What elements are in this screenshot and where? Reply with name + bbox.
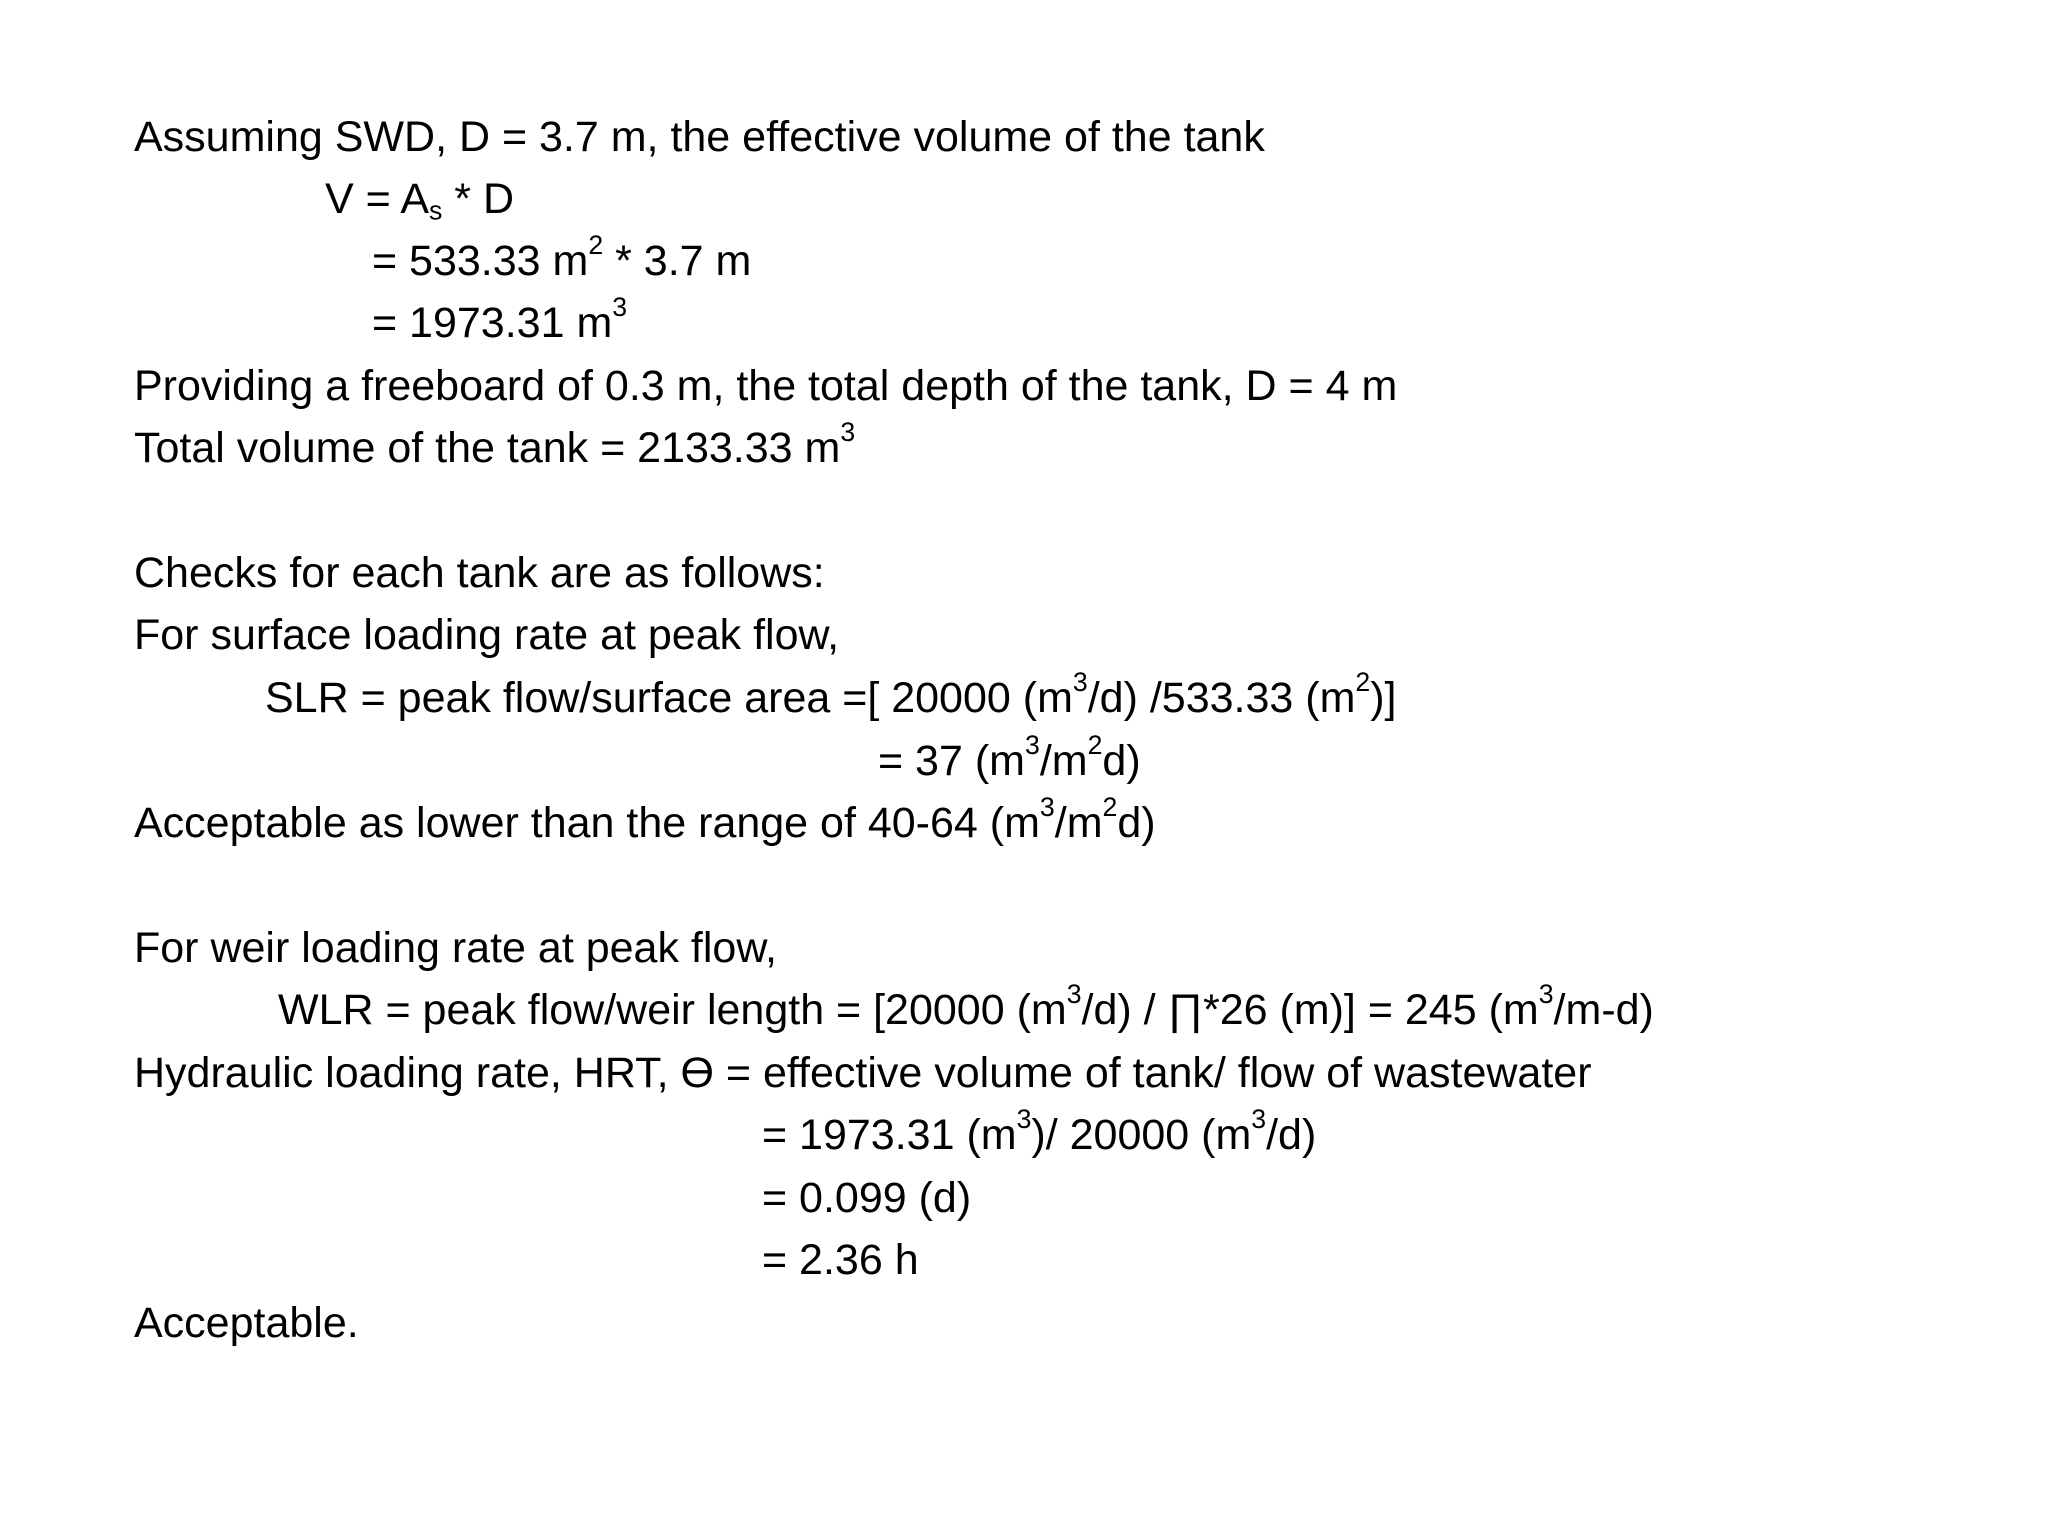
superscript-2: 2 bbox=[1355, 667, 1371, 698]
superscript-3: 3 bbox=[1039, 792, 1055, 823]
assumption-line bbox=[134, 113, 1265, 161]
volume-formula-part-a: V = A bbox=[325, 175, 429, 223]
hrt-definition-text: Hydraulic loading rate, HRT, Ө = effective volume of tank/ flow of wastewater bbox=[134, 1049, 1592, 1097]
hrt-substitution-part-a: = 1973.31 (m bbox=[762, 1111, 1017, 1159]
hrt-hours-line bbox=[762, 1236, 919, 1284]
slr-result-line bbox=[878, 730, 1141, 785]
superscript-3: 3 bbox=[1066, 979, 1082, 1010]
superscript-3: 3 bbox=[1016, 1104, 1032, 1135]
wlr-formula-part-c: /m-d) bbox=[1553, 986, 1654, 1034]
superscript-3: 3 bbox=[1024, 730, 1040, 761]
freeboard-text: Providing a freeboard of 0.3 m, the total depth of the tank, D = 4 m bbox=[134, 362, 1398, 410]
volume-formula-line bbox=[325, 175, 515, 226]
volume-result-line bbox=[372, 292, 628, 347]
total-volume-text: Total volume of the tank = 2133.33 m bbox=[134, 424, 841, 472]
volume-substitution-part-b: * 3.7 m bbox=[603, 237, 752, 285]
wlr-formula-part-a: WLR = peak flow/weir length = [20000 (m bbox=[278, 986, 1067, 1034]
slr-acceptance-part-a: Acceptable as lower than the range of 40-64 (m bbox=[134, 799, 1040, 847]
wlr-formula-line bbox=[278, 979, 1654, 1034]
hrt-substitution-part-c: /d) bbox=[1266, 1111, 1317, 1159]
slr-acceptance-line bbox=[134, 792, 1156, 847]
hrt-substitution-line bbox=[762, 1104, 1317, 1159]
final-acceptance-text: Acceptable. bbox=[134, 1299, 359, 1347]
superscript-3: 3 bbox=[840, 417, 856, 448]
slr-formula-part-c: )] bbox=[1370, 674, 1397, 722]
wlr-intro-line bbox=[134, 924, 777, 972]
slr-result-part-c: d) bbox=[1102, 737, 1141, 785]
volume-formula-part-b: * D bbox=[442, 175, 515, 223]
superscript-3: 3 bbox=[612, 292, 628, 323]
slr-formula-part-b: /d) /533.33 (m bbox=[1087, 674, 1356, 722]
freeboard-line bbox=[134, 362, 1398, 410]
assumption-text: Assuming SWD, D = 3.7 m, the effective volume of the tank bbox=[134, 113, 1265, 161]
superscript-2: 2 bbox=[1087, 730, 1103, 761]
slr-intro-line bbox=[134, 611, 840, 659]
hrt-days-line bbox=[762, 1174, 972, 1222]
hrt-days-text: = 0.099 (d) bbox=[762, 1174, 972, 1222]
hrt-substitution-part-b: )/ 20000 (m bbox=[1031, 1111, 1252, 1159]
superscript-3: 3 bbox=[1538, 979, 1554, 1010]
superscript-2: 2 bbox=[1102, 792, 1118, 823]
slr-result-part-b: /m bbox=[1039, 737, 1088, 785]
wlr-intro-text: For weir loading rate at peak flow, bbox=[134, 924, 777, 972]
subscript-s: s bbox=[429, 195, 443, 226]
wlr-formula-part-b: /d) / ∏*26 (m)] = 245 (m bbox=[1081, 986, 1539, 1034]
checks-heading-text: Checks for each tank are as follows: bbox=[134, 549, 825, 597]
superscript-2: 2 bbox=[588, 230, 604, 261]
superscript-3: 3 bbox=[1072, 667, 1088, 698]
hrt-hours-text: = 2.36 h bbox=[762, 1236, 919, 1284]
checks-heading-line bbox=[134, 549, 825, 597]
superscript-3: 3 bbox=[1251, 1104, 1267, 1135]
hrt-definition-line bbox=[134, 1049, 1592, 1097]
slr-result-part-a: = 37 (m bbox=[878, 737, 1025, 785]
slr-acceptance-part-c: d) bbox=[1117, 799, 1156, 847]
slr-intro-text: For surface loading rate at peak flow, bbox=[134, 611, 840, 659]
volume-substitution-line bbox=[372, 230, 752, 285]
final-acceptance-line bbox=[134, 1299, 359, 1347]
volume-result-text: = 1973.31 m bbox=[372, 299, 613, 347]
slr-formula-part-a: SLR = peak flow/surface area =[ 20000 (m bbox=[265, 674, 1073, 722]
total-volume-line bbox=[134, 417, 856, 472]
slr-formula-line bbox=[265, 667, 1397, 722]
slr-acceptance-part-b: /m bbox=[1054, 799, 1103, 847]
volume-substitution-part-a: = 533.33 m bbox=[372, 237, 589, 285]
